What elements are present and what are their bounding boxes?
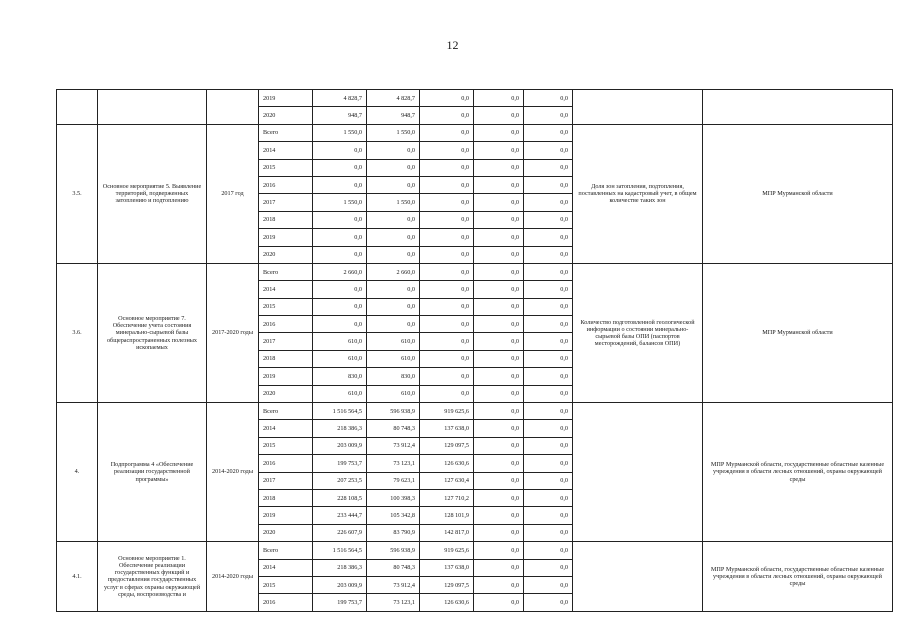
amount-cell: 0,0 <box>474 455 524 472</box>
amount-cell: 1 516 564,5 <box>313 542 367 559</box>
amount-cell: 0,0 <box>420 142 474 159</box>
amount-cell: 0,0 <box>420 194 474 211</box>
amount-cell: 0,0 <box>313 246 367 263</box>
amount-cell: 0,0 <box>474 211 524 228</box>
amount-cell: 0,0 <box>474 350 524 367</box>
item-period <box>207 90 259 125</box>
executor-cell: МПР Мурманской области, государственные областные казенные учреждения в области лесных отношений, охраны окружающей среды <box>703 542 893 612</box>
amount-cell: 2 660,0 <box>313 263 367 280</box>
amount-cell: 0,0 <box>313 142 367 159</box>
amount-cell: 610,0 <box>367 385 420 402</box>
item-period: 2014-2020 годы <box>207 403 259 542</box>
amount-cell: 233 444,7 <box>313 507 367 524</box>
amount-cell: 0,0 <box>524 437 573 454</box>
amount-cell: 0,0 <box>524 350 573 367</box>
amount-cell: 0,0 <box>524 124 573 141</box>
amount-cell: 0,0 <box>524 420 573 437</box>
amount-cell: 0,0 <box>474 159 524 176</box>
amount-cell: 100 398,3 <box>367 489 420 506</box>
amount-cell: 203 009,9 <box>313 437 367 454</box>
table-row <box>57 542 893 559</box>
amount-cell: 0,0 <box>474 524 524 541</box>
amount-cell: 0,0 <box>420 281 474 298</box>
amount-cell: 0,0 <box>474 142 524 159</box>
amount-cell: 0,0 <box>524 246 573 263</box>
year-cell: 2020 <box>259 107 313 124</box>
year-cell: 2018 <box>259 489 313 506</box>
amount-cell: 4 828,7 <box>367 90 420 107</box>
year-cell: 2014 <box>259 142 313 159</box>
amount-cell: 610,0 <box>367 333 420 350</box>
year-cell: 2015 <box>259 437 313 454</box>
executor-cell: МПР Мурманской области <box>703 124 893 263</box>
table-row <box>57 403 893 420</box>
amount-cell: 919 625,6 <box>420 542 474 559</box>
amount-cell: 0,0 <box>474 194 524 211</box>
amount-cell: 0,0 <box>474 507 524 524</box>
amount-cell: 919 625,6 <box>420 403 474 420</box>
amount-cell: 0,0 <box>474 542 524 559</box>
amount-cell: 0,0 <box>474 281 524 298</box>
amount-cell: 948,7 <box>313 107 367 124</box>
amount-cell: 0,0 <box>367 211 420 228</box>
year-cell: 2014 <box>259 559 313 576</box>
amount-cell: 0,0 <box>524 229 573 246</box>
amount-cell: 0,0 <box>474 472 524 489</box>
amount-cell: 126 630,6 <box>420 455 474 472</box>
amount-cell: 0,0 <box>420 333 474 350</box>
amount-cell: 218 386,3 <box>313 420 367 437</box>
year-cell: 2016 <box>259 316 313 333</box>
amount-cell: 0,0 <box>524 90 573 107</box>
item-number: 3.6. <box>57 263 98 402</box>
amount-cell: 0,0 <box>474 437 524 454</box>
item-name: Основное мероприятие 7. Обеспечение учета состояния минерально-сырьевой базы общераспространенных полезных ископаемых <box>98 263 207 402</box>
year-cell: 2016 <box>259 455 313 472</box>
item-name: Основное мероприятие 1. Обеспечение реализации государственных функций и предоставления государственных услуг в сферах охраны окружающей среды, воспроизводства и <box>98 542 207 612</box>
amount-cell: 596 938,9 <box>367 403 420 420</box>
year-cell: 2015 <box>259 159 313 176</box>
year-cell: 2018 <box>259 211 313 228</box>
amount-cell: 610,0 <box>367 350 420 367</box>
amount-cell: 0,0 <box>524 211 573 228</box>
amount-cell: 0,0 <box>474 403 524 420</box>
year-cell: 2014 <box>259 281 313 298</box>
amount-cell: 0,0 <box>367 298 420 315</box>
amount-cell: 80 748,3 <box>367 420 420 437</box>
year-cell: Всего <box>259 542 313 559</box>
year-cell: 2017 <box>259 472 313 489</box>
amount-cell: 0,0 <box>367 176 420 193</box>
item-number: 3.5. <box>57 124 98 263</box>
amount-cell: 0,0 <box>367 246 420 263</box>
amount-cell: 0,0 <box>524 298 573 315</box>
amount-cell: 128 101,9 <box>420 507 474 524</box>
amount-cell: 0,0 <box>367 229 420 246</box>
amount-cell: 0,0 <box>524 542 573 559</box>
year-cell: 2020 <box>259 524 313 541</box>
amount-cell: 1 550,0 <box>313 194 367 211</box>
item-period: 2017 год <box>207 124 259 263</box>
amount-cell: 0,0 <box>420 107 474 124</box>
executor-cell <box>703 90 893 125</box>
amount-cell: 0,0 <box>524 194 573 211</box>
amount-cell: 0,0 <box>313 211 367 228</box>
amount-cell: 0,0 <box>367 142 420 159</box>
amount-cell: 948,7 <box>367 107 420 124</box>
item-number: 4.1. <box>57 542 98 612</box>
amount-cell: 0,0 <box>524 281 573 298</box>
table-body <box>57 90 893 612</box>
amount-cell: 0,0 <box>474 298 524 315</box>
amount-cell: 73 912,4 <box>367 576 420 593</box>
amount-cell: 0,0 <box>313 229 367 246</box>
amount-cell: 207 253,5 <box>313 472 367 489</box>
amount-cell: 0,0 <box>524 176 573 193</box>
amount-cell: 203 009,9 <box>313 576 367 593</box>
amount-cell: 137 638,0 <box>420 420 474 437</box>
amount-cell: 0,0 <box>367 159 420 176</box>
amount-cell: 127 630,4 <box>420 472 474 489</box>
amount-cell: 0,0 <box>474 316 524 333</box>
program-table <box>56 89 893 612</box>
amount-cell: 0,0 <box>313 316 367 333</box>
amount-cell: 126 630,6 <box>420 594 474 611</box>
indicator-cell <box>573 542 703 612</box>
indicator-cell <box>573 90 703 125</box>
year-cell: 2017 <box>259 194 313 211</box>
amount-cell: 0,0 <box>474 90 524 107</box>
amount-cell: 0,0 <box>524 594 573 611</box>
amount-cell: 73 123,1 <box>367 594 420 611</box>
amount-cell: 199 753,7 <box>313 455 367 472</box>
amount-cell: 0,0 <box>420 90 474 107</box>
year-cell: 2016 <box>259 594 313 611</box>
item-number <box>57 90 98 125</box>
year-cell: 2015 <box>259 576 313 593</box>
amount-cell: 0,0 <box>313 281 367 298</box>
amount-cell: 0,0 <box>420 159 474 176</box>
amount-cell: 0,0 <box>524 507 573 524</box>
amount-cell: 0,0 <box>524 385 573 402</box>
executor-cell: МПР Мурманской области, государственные областные казенные учреждения в области лесных отношений, охраны окружающей среды <box>703 403 893 542</box>
indicator-cell: Количество подготовленной геологической информации о состоянии минерально-сырьевой базы ОПИ (паспортов месторождений, балансов ОПИ) <box>573 263 703 402</box>
year-cell: Всего <box>259 124 313 141</box>
amount-cell: 0,0 <box>524 316 573 333</box>
amount-cell: 0,0 <box>524 403 573 420</box>
amount-cell: 129 097,5 <box>420 437 474 454</box>
year-cell: 2017 <box>259 333 313 350</box>
amount-cell: 2 660,0 <box>367 263 420 280</box>
amount-cell: 0,0 <box>420 246 474 263</box>
amount-cell: 0,0 <box>474 559 524 576</box>
amount-cell: 226 607,9 <box>313 524 367 541</box>
amount-cell: 0,0 <box>313 176 367 193</box>
amount-cell: 0,0 <box>313 159 367 176</box>
table-row <box>57 124 893 141</box>
amount-cell: 1 550,0 <box>367 124 420 141</box>
amount-cell: 0,0 <box>524 333 573 350</box>
amount-cell: 218 386,3 <box>313 559 367 576</box>
amount-cell: 0,0 <box>474 124 524 141</box>
amount-cell: 80 748,3 <box>367 559 420 576</box>
amount-cell: 0,0 <box>524 263 573 280</box>
item-name <box>98 90 207 125</box>
amount-cell: 0,0 <box>474 263 524 280</box>
amount-cell: 83 790,9 <box>367 524 420 541</box>
amount-cell: 127 710,2 <box>420 489 474 506</box>
indicator-cell: Доля зон затопления, подтопления, поставленных на кадастровый учет, в общем количестве таких зон <box>573 124 703 263</box>
amount-cell: 1 516 564,5 <box>313 403 367 420</box>
amount-cell: 0,0 <box>420 263 474 280</box>
item-period: 2017-2020 годы <box>207 263 259 402</box>
amount-cell: 0,0 <box>420 229 474 246</box>
amount-cell: 0,0 <box>524 559 573 576</box>
amount-cell: 830,0 <box>367 368 420 385</box>
year-cell: 2020 <box>259 385 313 402</box>
amount-cell: 0,0 <box>474 107 524 124</box>
amount-cell: 0,0 <box>420 211 474 228</box>
amount-cell: 596 938,9 <box>367 542 420 559</box>
amount-cell: 0,0 <box>420 124 474 141</box>
amount-cell: 610,0 <box>313 350 367 367</box>
amount-cell: 0,0 <box>524 107 573 124</box>
amount-cell: 0,0 <box>420 368 474 385</box>
amount-cell: 0,0 <box>524 524 573 541</box>
amount-cell: 0,0 <box>420 350 474 367</box>
amount-cell: 4 828,7 <box>313 90 367 107</box>
amount-cell: 0,0 <box>524 368 573 385</box>
amount-cell: 79 623,1 <box>367 472 420 489</box>
item-name: Основное мероприятие 5. Выявление территорий, подверженных затоплению и подтоплению <box>98 124 207 263</box>
amount-cell: 0,0 <box>474 176 524 193</box>
table-row <box>57 90 893 107</box>
year-cell: Всего <box>259 403 313 420</box>
amount-cell: 228 108,5 <box>313 489 367 506</box>
year-cell: 2015 <box>259 298 313 315</box>
amount-cell: 0,0 <box>420 316 474 333</box>
amount-cell: 0,0 <box>474 420 524 437</box>
year-cell: 2018 <box>259 350 313 367</box>
amount-cell: 105 342,8 <box>367 507 420 524</box>
amount-cell: 1 550,0 <box>313 124 367 141</box>
indicator-cell <box>573 403 703 542</box>
amount-cell: 0,0 <box>474 489 524 506</box>
amount-cell: 0,0 <box>474 333 524 350</box>
year-cell: 2020 <box>259 246 313 263</box>
year-cell: 2019 <box>259 90 313 107</box>
amount-cell: 0,0 <box>474 229 524 246</box>
year-cell: Всего <box>259 263 313 280</box>
amount-cell: 0,0 <box>524 159 573 176</box>
amount-cell: 0,0 <box>367 281 420 298</box>
amount-cell: 0,0 <box>474 594 524 611</box>
amount-cell: 0,0 <box>524 472 573 489</box>
amount-cell: 0,0 <box>420 298 474 315</box>
amount-cell: 0,0 <box>474 368 524 385</box>
amount-cell: 0,0 <box>367 316 420 333</box>
amount-cell: 0,0 <box>524 142 573 159</box>
amount-cell: 129 097,5 <box>420 576 474 593</box>
amount-cell: 610,0 <box>313 385 367 402</box>
year-cell: 2019 <box>259 229 313 246</box>
amount-cell: 830,0 <box>313 368 367 385</box>
amount-cell: 73 912,4 <box>367 437 420 454</box>
amount-cell: 0,0 <box>524 489 573 506</box>
year-cell: 2019 <box>259 507 313 524</box>
amount-cell: 0,0 <box>313 298 367 315</box>
year-cell: 2014 <box>259 420 313 437</box>
amount-cell: 0,0 <box>420 385 474 402</box>
amount-cell: 0,0 <box>524 576 573 593</box>
amount-cell: 142 817,0 <box>420 524 474 541</box>
year-cell: 2019 <box>259 368 313 385</box>
item-name: Подпрограмма 4 «Обеспечение реализации государственной программы» <box>98 403 207 542</box>
item-number: 4. <box>57 403 98 542</box>
amount-cell: 0,0 <box>524 455 573 472</box>
amount-cell: 610,0 <box>313 333 367 350</box>
year-cell: 2016 <box>259 176 313 193</box>
amount-cell: 199 753,7 <box>313 594 367 611</box>
amount-cell: 0,0 <box>474 246 524 263</box>
executor-cell: МПР Мурманской области <box>703 263 893 402</box>
amount-cell: 1 550,0 <box>367 194 420 211</box>
amount-cell: 0,0 <box>474 385 524 402</box>
page-number: 12 <box>446 38 459 52</box>
amount-cell: 73 123,1 <box>367 455 420 472</box>
amount-cell: 0,0 <box>474 576 524 593</box>
table-row <box>57 263 893 280</box>
item-period: 2014-2020 годы <box>207 542 259 612</box>
amount-cell: 137 638,0 <box>420 559 474 576</box>
amount-cell: 0,0 <box>420 176 474 193</box>
